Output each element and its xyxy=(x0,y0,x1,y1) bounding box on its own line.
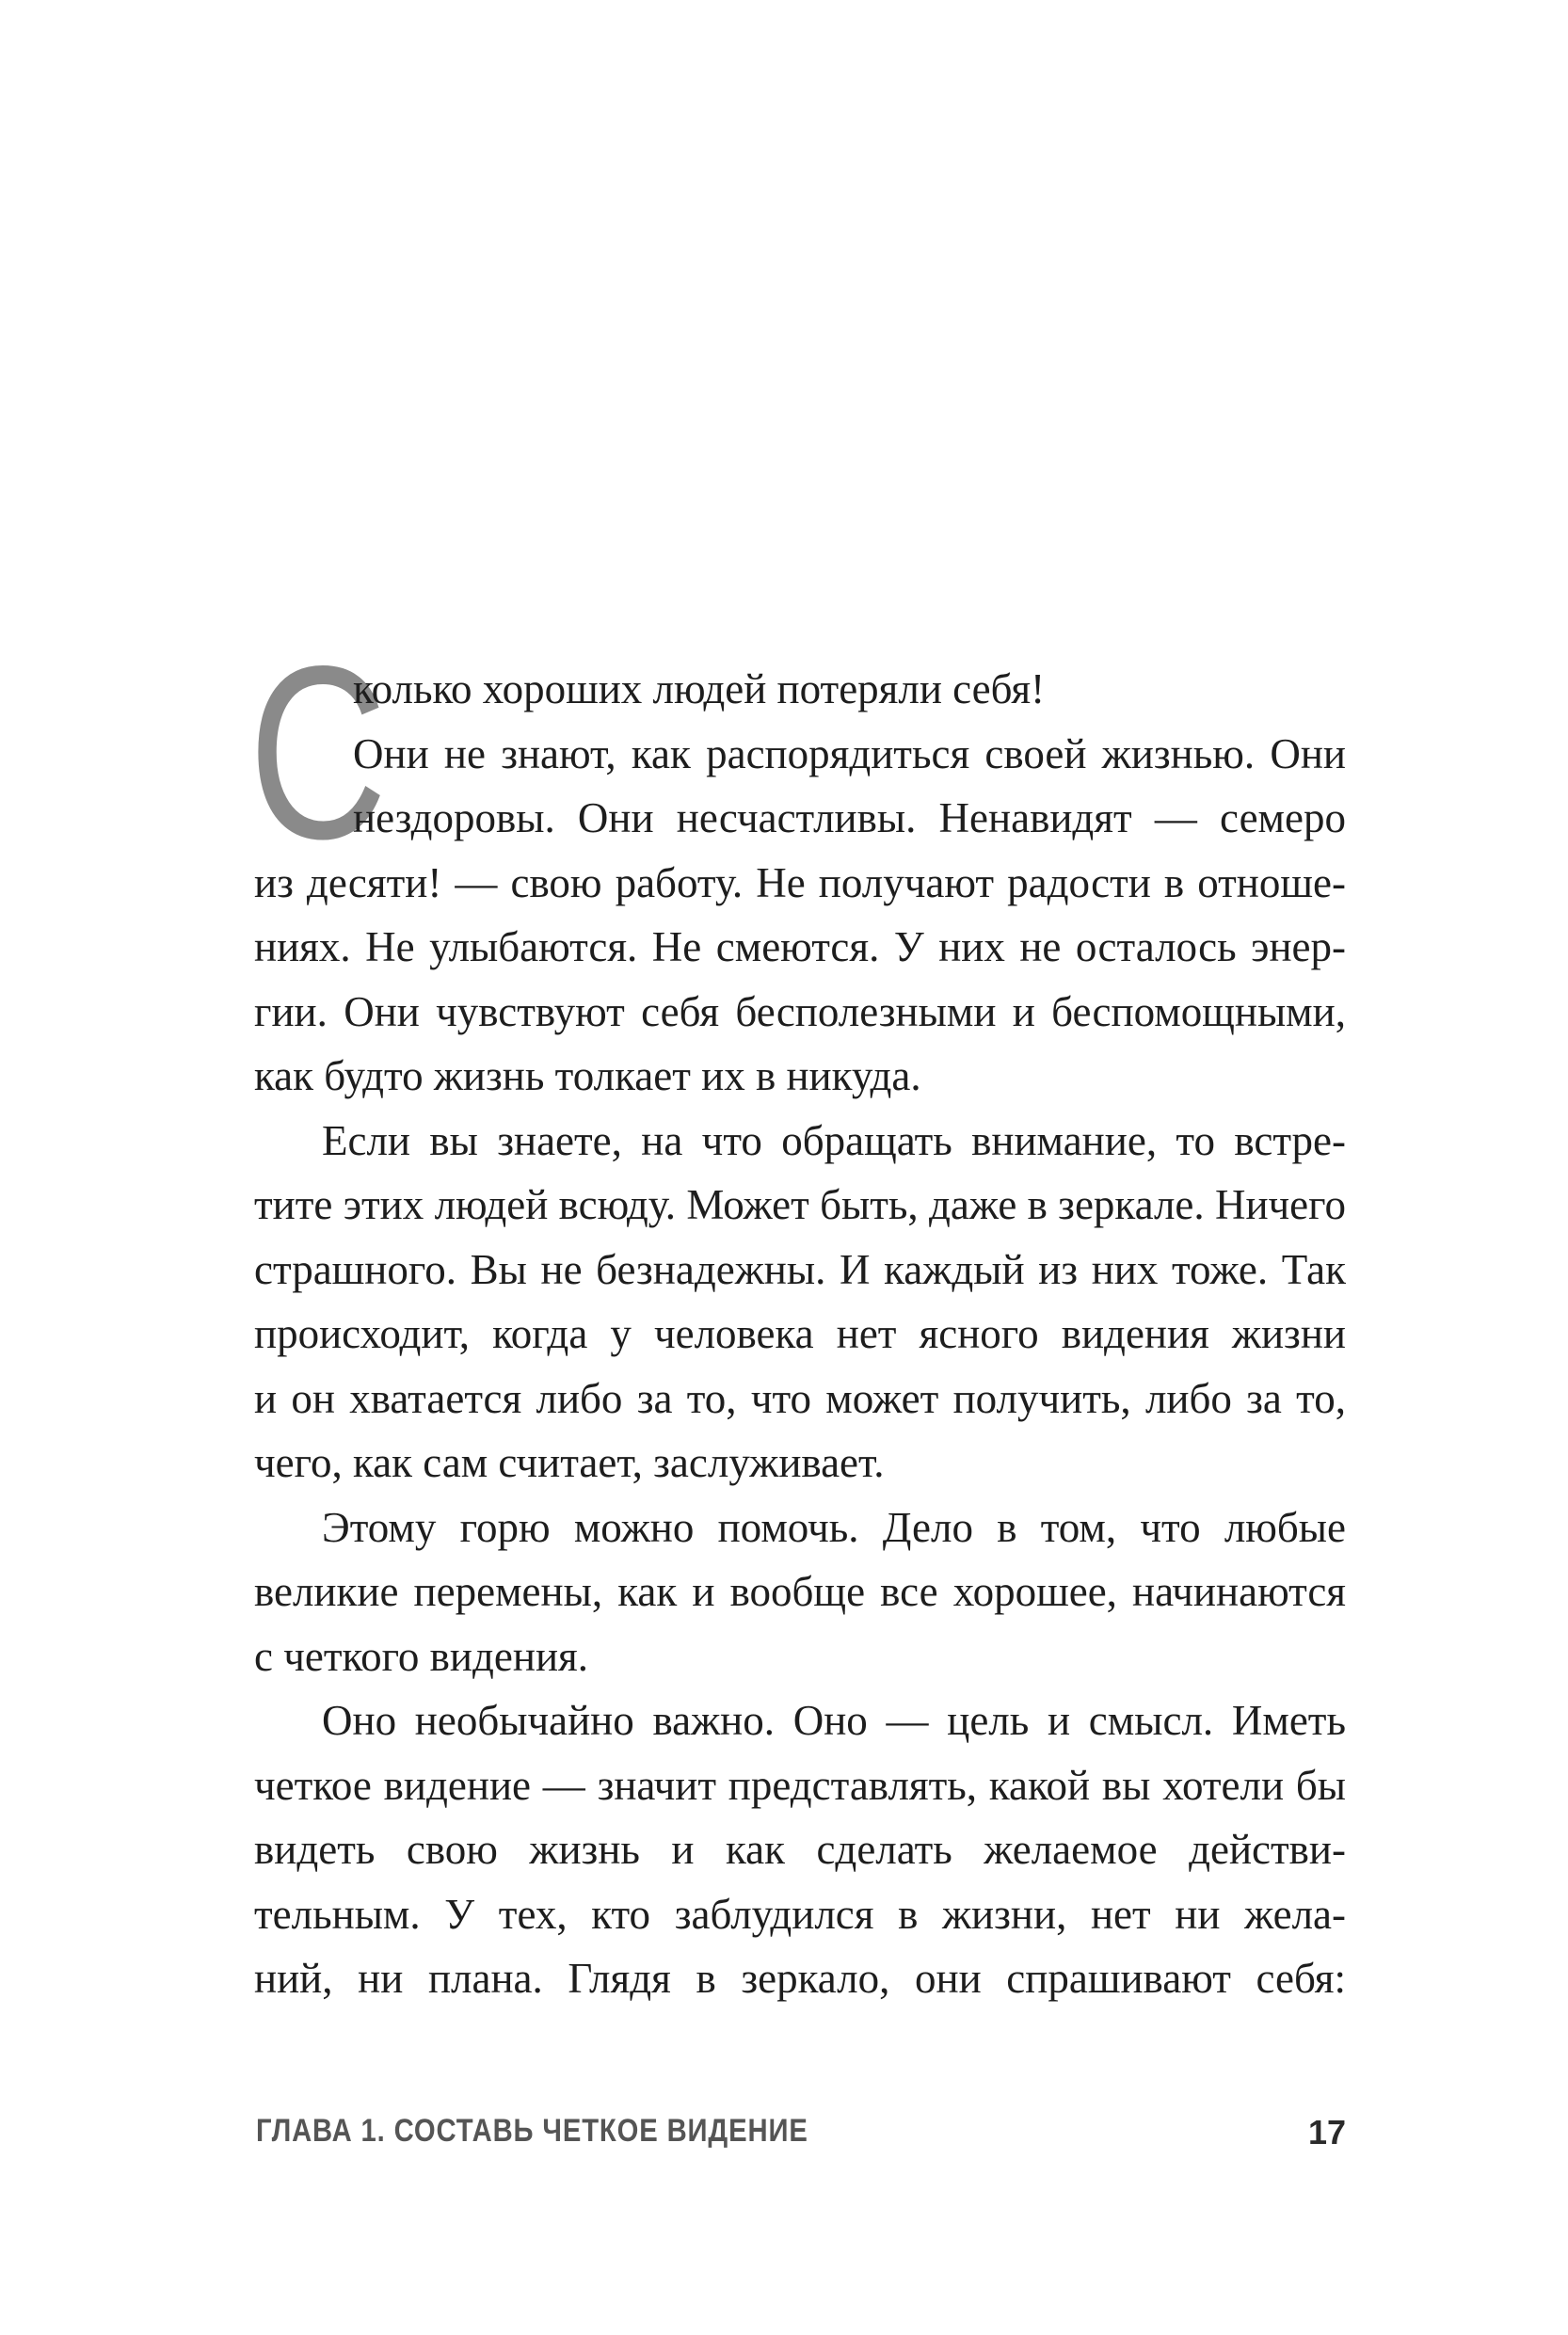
text-line: и он хватается либо за то, что может получить, либо за то, xyxy=(254,1374,1346,1422)
drop-cap: С xyxy=(248,615,388,890)
text-line: чего, как сам считает, заслуживает. xyxy=(254,1439,885,1486)
running-head: ГЛАВА 1. СОСТАВЬ ЧЕТКОЕ ВИДЕНИЕ xyxy=(256,2113,808,2149)
text-line: гии. Они чувствуют себя бесполезными и беспомощными, xyxy=(254,987,1346,1035)
text-line: нездоровы. Они несчастливы. Ненавидят — семеро xyxy=(353,794,1346,841)
text-line: из десяти! — свою работу. Не получают радости в отноше- xyxy=(254,858,1346,906)
text-line: великие перемены, как и вообще все хорошее, начинаются xyxy=(254,1568,1346,1615)
body-text xyxy=(254,657,1346,2011)
page-footer xyxy=(256,2113,1346,2160)
text-line: ний, ни плана. Глядя в зеркало, они спрашивают себя: xyxy=(254,1955,1346,2002)
text-line: тельным. У тех, кто заблудился в жизни, нет ни жела- xyxy=(254,1890,1346,1938)
text-line: Оно необычайно важно. Оно — цель и смысл. Иметь xyxy=(322,1697,1346,1744)
text-line: с четкого видения. xyxy=(254,1632,588,1680)
text-line: как будто жизнь толкает их в никуда. xyxy=(254,1052,921,1099)
text-line: Этому горю можно помочь. Дело в том, что любые xyxy=(322,1503,1346,1551)
text-line: колько хороших людей потеряли себя! xyxy=(353,665,1046,712)
text-line: Если вы знаете, на что обращать внимание, то встре- xyxy=(322,1116,1346,1164)
text-line: видеть свою жизнь и как сделать желаемое действи- xyxy=(254,1826,1346,1873)
text-line: Они не знают, как распорядиться своей жизнью. Они xyxy=(353,729,1346,777)
text-line: страшного. Вы не безнадежны. И каждый из них тоже. Так xyxy=(254,1245,1346,1293)
text-line: происходит, когда у человека нет ясного видения жизни xyxy=(254,1310,1346,1357)
text-line: ниях. Не улыбаются. Не смеются. У них не осталось энер- xyxy=(254,923,1346,970)
page-number: 17 xyxy=(1307,2113,1346,2151)
text-line: тите этих людей всюду. Может быть, даже в зеркале. Ничего xyxy=(254,1181,1346,1228)
text-line: четкое видение — значит представлять, какой вы хотели бы xyxy=(254,1761,1346,1809)
